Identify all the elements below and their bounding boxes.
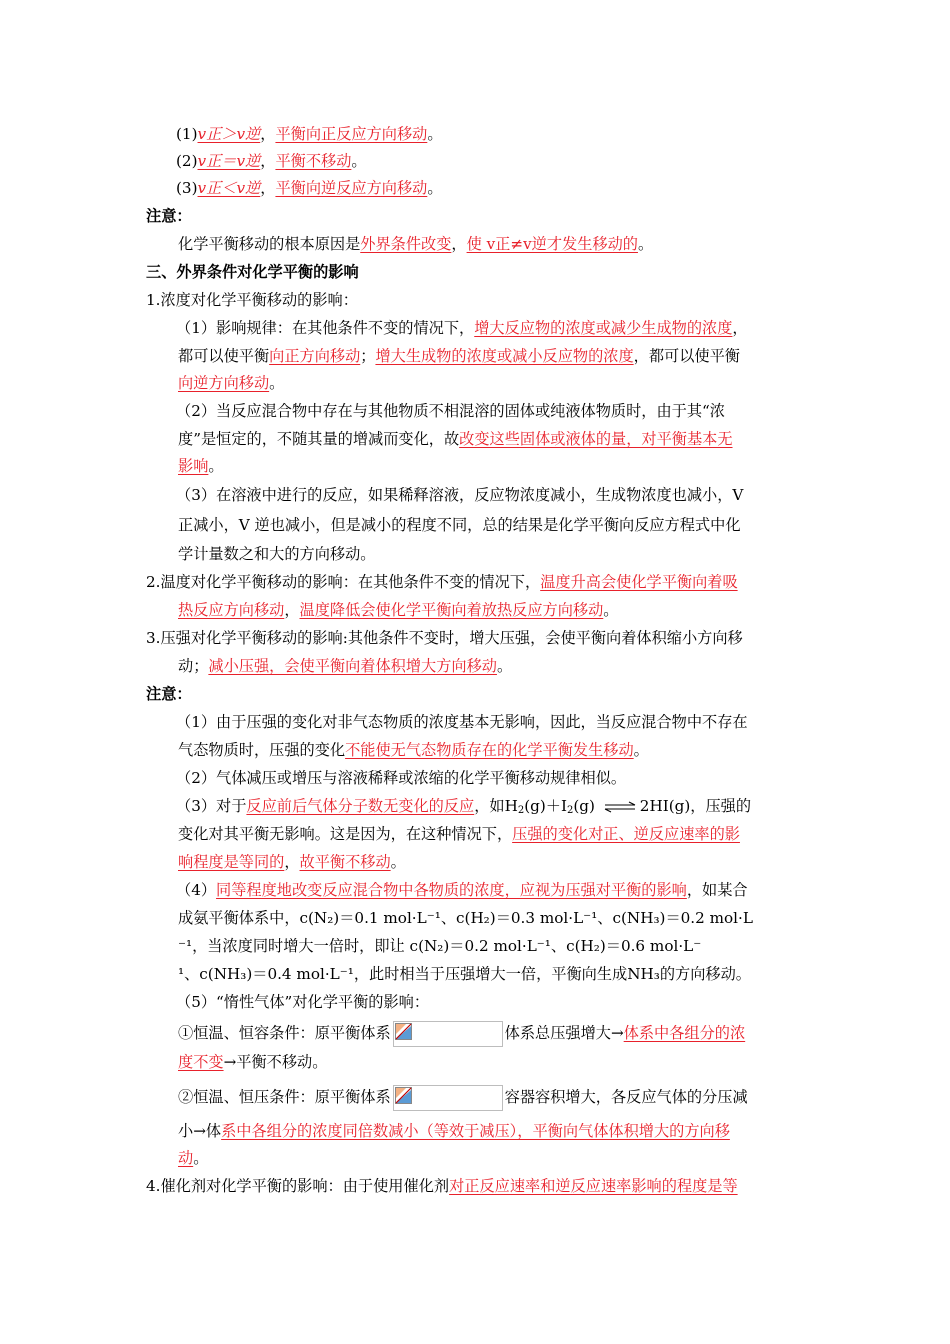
dilution-line1: （3）在溶液中进行的反应，如果稀释溶液，反应物浓度减小，生成物浓度也减小，V [176,486,744,504]
note2-item3-line2: 变化对其平衡无影响。这是因为，在这种情况下，压强的变化对正、逆反应速率的影 [178,825,740,843]
note2-item1-line2: 气态物质时，压强的变化不能使无气态物质存在的化学平衡发生移动。 [178,741,649,759]
dilution-line3: 学计量数之和大的方向移动。 [178,545,376,563]
note2-item4-line1: （4）同等程度地改变反应混合物中各物质的浓度，应视为压强对平衡的影响，如某合 [176,881,748,899]
dilution-line2: 正减小，V 逆也减小，但是减小的程度不同，总的结果是化学平衡向反应方程式中化 [178,516,741,534]
broken-image-icon [395,1023,412,1040]
inert-gas-constant-pressure-line3: 动。 [178,1149,209,1167]
pressure-line2: 动；减小压强，会使平衡向着体积增大方向移动。 [178,657,513,675]
inert-gas-constant-volume-line2: 度不变→平衡不移动。 [178,1053,328,1071]
note2-item4-line3: ⁻¹，当浓度同时增大一倍时，即让 c(N₂)＝0.2 mol·L⁻¹、c(H₂)＝0.6 mol·L⁻ [178,937,702,955]
solid-liquid-line1: （2）当反应混合物中存在与其他物质不相混溶的固体或纯液体物质时，由于其“浓 [176,402,725,420]
list-item-reverse: (3)v正＜v逆，平衡向逆反应方向移动。 [176,179,443,197]
inert-gas-constant-volume-line1: ①恒温、恒容条件：原平衡体系 体系总压强增大→体系中各组分的浓 [178,1021,745,1047]
broken-image-placeholder [393,1021,503,1047]
concentration-rule-line3: 向逆方向移动。 [178,374,285,392]
concentration-rule-line1: （1）影响规律：在其他条件不变的情况下，增大反应物的浓度或减少生成物的浓度， [176,319,748,337]
temperature-line2: 热反应方向移动，温度降低会使化学平衡向着放热反应方向移动。 [178,601,619,619]
concentration-rule-line2: 都可以使平衡向正方向移动；增大生成物的浓度或减小反应物的浓度，都可以使平衡 [178,347,740,365]
equilibrium-arrows-icon [603,801,637,813]
note2-item2: （2）气体减压或增压与溶液稀释或浓缩的化学平衡移动规律相似。 [176,769,627,787]
solid-liquid-line2: 度”是恒定的，不随其量的增减而变化，故改变这些固体或液体的量，对平衡基本无 [178,430,733,448]
broken-image-placeholder [393,1085,503,1111]
note2-item3-line3: 响程度是等同的，故平衡不移动。 [178,853,406,871]
broken-image-icon [395,1087,412,1104]
inert-gas-constant-pressure-line2: 小→体系中各组分的浓度同倍数减小（等效于减压），平衡向气体体积增大的方向移 [178,1122,730,1140]
note-root-cause: 化学平衡移动的根本原因是外界条件改变，使 v正≠v逆才发生移动的。 [178,235,654,253]
pressure-line1: 3.压强对化学平衡移动的影响:其他条件不变时，增大压强，会使平衡向着体积缩小方向移 [146,629,743,647]
catalyst-line1: 4.催化剂对化学平衡的影响：由于使用催化剂对正反应速率和逆反应速率影响的程度是等 [146,1177,738,1195]
list-item-equal: (2)v正＝v逆，平衡不移动。 [176,152,367,170]
list-item-forward: (1)v正＞v逆，平衡向正反应方向移动。 [176,125,443,143]
solid-liquid-line3: 影响。 [178,457,224,475]
note-heading-2: 注意： [146,685,192,703]
note2-item4-line4: ¹、c(NH₃)＝0.4 mol·L⁻¹，此时相当于压强增大一倍，平衡向生成NH₃的方向移动。 [178,965,751,983]
note2-item5-title: （5）“惰性气体”对化学平衡的影响： [176,993,430,1011]
section-title: 三、外界条件对化学平衡的影响 [146,263,359,281]
inert-gas-constant-pressure-line1: ②恒温、恒压条件：原平衡体系 容器容积增大，各反应气体的分压减 [178,1085,748,1111]
concentration-title: 1.浓度对化学平衡移动的影响： [146,291,358,309]
temperature-line1: 2.温度对化学平衡移动的影响：在其他条件不变的情况下，温度升高会使化学平衡向着吸 [146,573,738,591]
note-heading: 注意： [146,207,192,225]
note2-item4-line2: 成氨平衡体系中，c(N₂)＝0.1 mol·L⁻¹、c(H₂)＝0.3 mol·L⁻¹、c(NH₃)＝0.2 mol·L [178,909,753,927]
note2-item3-line1: （3）对于反应前后气体分子数无变化的反应，如$H_2(g)+I_2(g)$ 2HI(g)，压强的 [176,797,752,816]
note2-item1-line1: （1）由于压强的变化对非气态物质的浓度基本无影响，因此，当反应混合物中不存在 [176,713,748,731]
